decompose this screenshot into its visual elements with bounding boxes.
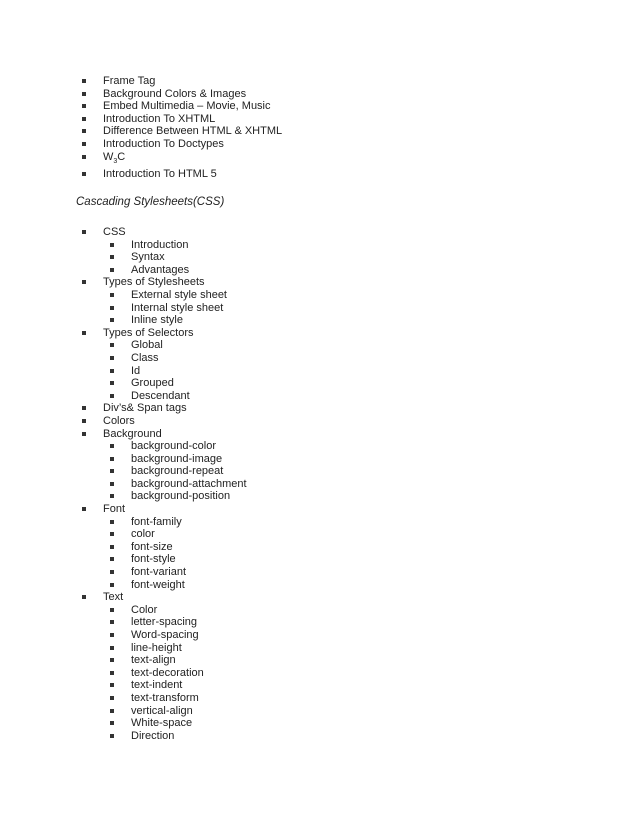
- square-bullet-icon: [82, 280, 86, 284]
- list-item-text: text-indent: [131, 679, 183, 692]
- nested-bullet-list: [110, 239, 247, 277]
- list-item-text: background-attachment: [131, 477, 247, 490]
- list-item-text: font-family: [131, 515, 182, 528]
- list-item: [110, 705, 247, 718]
- square-bullet-icon: [110, 369, 114, 373]
- list-item: [82, 88, 282, 101]
- list-item: [110, 264, 247, 277]
- square-bullet-icon: [82, 172, 86, 176]
- list-item: [110, 654, 247, 667]
- list-item: [110, 352, 247, 365]
- list-item: [110, 365, 247, 378]
- list-item: [82, 151, 282, 169]
- list-item-text: Frame Tag: [103, 75, 156, 87]
- list-item-text: color: [131, 528, 155, 541]
- square-bullet-icon: [82, 79, 86, 83]
- square-bullet-icon: [110, 457, 114, 461]
- list-item: [110, 251, 247, 264]
- square-bullet-icon: [110, 545, 114, 549]
- square-bullet-icon: [110, 255, 114, 259]
- list-item: [110, 453, 247, 466]
- square-bullet-icon: [110, 356, 114, 360]
- list-item: [82, 428, 247, 504]
- square-bullet-icon: [82, 155, 86, 159]
- square-bullet-icon: [110, 646, 114, 650]
- list-item-text: Introduction To XHTML: [103, 112, 216, 125]
- list-item-text: Grouped: [131, 377, 174, 390]
- list-item: [82, 402, 247, 415]
- square-bullet-icon: [110, 520, 114, 524]
- list-item: [110, 289, 247, 302]
- nested-bullet-list: [110, 289, 247, 327]
- list-item-text: Background Colors & Images: [103, 87, 247, 100]
- square-bullet-icon: [82, 419, 86, 423]
- list-item-text: Text: [103, 591, 124, 604]
- square-bullet-icon: [110, 381, 114, 385]
- square-bullet-icon: [110, 532, 114, 536]
- list-item: [110, 717, 247, 730]
- square-bullet-icon: [110, 671, 114, 675]
- list-item: [110, 377, 247, 390]
- list-item: [110, 616, 247, 629]
- list-item-text: Introduction: [131, 238, 189, 251]
- square-bullet-icon: [82, 117, 86, 121]
- top-bullet-list: [82, 75, 282, 181]
- square-bullet-icon: [110, 318, 114, 322]
- list-item: [110, 642, 247, 655]
- list-item: [110, 490, 247, 503]
- list-item-text: Internal style sheet: [131, 301, 224, 314]
- square-bullet-icon: [110, 343, 114, 347]
- list-item-text: font-style: [131, 553, 176, 566]
- list-item-text: White-space: [131, 717, 193, 730]
- nested-bullet-list: [110, 440, 247, 503]
- list-item: [110, 528, 247, 541]
- square-bullet-icon: [110, 608, 114, 612]
- square-bullet-icon: [110, 243, 114, 247]
- list-item: [110, 314, 247, 327]
- square-bullet-icon: [110, 394, 114, 398]
- list-item-text: background-position: [131, 490, 231, 503]
- square-bullet-icon: [110, 683, 114, 687]
- list-item: [82, 138, 282, 151]
- list-item: [82, 327, 247, 403]
- list-item: [110, 478, 247, 491]
- square-bullet-icon: [110, 268, 114, 272]
- list-item: [82, 168, 282, 181]
- list-item-text: background-repeat: [131, 465, 224, 478]
- square-bullet-icon: [110, 734, 114, 738]
- list-item: [110, 440, 247, 453]
- list-item-text: font-variant: [131, 566, 187, 579]
- square-bullet-icon: [110, 721, 114, 725]
- list-item: [82, 100, 282, 113]
- list-item: [110, 553, 247, 566]
- square-bullet-icon: [110, 696, 114, 700]
- list-item-text: Id: [131, 364, 141, 377]
- list-item: [82, 276, 247, 326]
- list-item-text: Syntax: [131, 251, 165, 264]
- list-item-text: Types of Selectors: [103, 326, 194, 339]
- list-item-text: Colors: [103, 414, 135, 427]
- list-item: [110, 302, 247, 315]
- square-bullet-icon: [82, 129, 86, 133]
- list-item: [110, 730, 247, 743]
- square-bullet-icon: [82, 104, 86, 108]
- list-item-text: External style sheet: [131, 288, 227, 301]
- list-item-text: Background: [103, 427, 162, 440]
- list-item-text: text-decoration: [131, 666, 204, 679]
- square-bullet-icon: [110, 570, 114, 574]
- square-bullet-icon: [110, 709, 114, 713]
- square-bullet-icon: [82, 406, 86, 410]
- list-item: [82, 75, 282, 88]
- css-bullet-list: [82, 226, 247, 742]
- list-item: [110, 679, 247, 692]
- list-item: [110, 629, 247, 642]
- square-bullet-icon: [110, 620, 114, 624]
- square-bullet-icon: [110, 658, 114, 662]
- list-item: [110, 692, 247, 705]
- square-bullet-icon: [82, 92, 86, 96]
- list-item: [110, 339, 247, 352]
- nested-bullet-list: [110, 604, 247, 743]
- list-item-text: Font: [103, 503, 126, 516]
- square-bullet-icon: [110, 494, 114, 498]
- section-heading: Cascading Stylesheets(CSS): [76, 196, 225, 208]
- square-bullet-icon: [82, 507, 86, 511]
- square-bullet-icon: [110, 444, 114, 448]
- list-item-text: Descendant: [131, 389, 190, 402]
- nested-bullet-list: [110, 339, 247, 402]
- nested-bullet-list: [110, 516, 247, 592]
- square-bullet-icon: [82, 142, 86, 146]
- list-item-text: background-color: [131, 440, 216, 453]
- list-item: [110, 465, 247, 478]
- list-item-text: Div’s& Span tags: [103, 402, 187, 415]
- square-bullet-icon: [82, 432, 86, 436]
- list-item: [110, 667, 247, 680]
- list-item: [82, 113, 282, 126]
- list-item-text: Inline style: [131, 314, 183, 327]
- square-bullet-icon: [110, 293, 114, 297]
- list-item: [110, 390, 247, 403]
- list-item-text: font-weight: [131, 578, 185, 591]
- list-item-text: CSS: [103, 226, 126, 238]
- square-bullet-icon: [110, 583, 114, 587]
- list-item: [110, 566, 247, 579]
- list-item-text: Global: [131, 339, 163, 352]
- list-item: [82, 503, 247, 591]
- square-bullet-icon: [110, 633, 114, 637]
- square-bullet-icon: [82, 331, 86, 335]
- list-item-text: Direction: [131, 729, 175, 742]
- square-bullet-icon: [82, 595, 86, 599]
- list-item: [82, 125, 282, 138]
- list-item-text: Introduction To Doctypes: [103, 137, 224, 150]
- list-item-text: Word-spacing: [131, 629, 199, 641]
- list-item: [110, 541, 247, 554]
- list-item: [82, 415, 247, 428]
- list-item: [110, 604, 247, 617]
- list-item: [110, 516, 247, 529]
- list-item-text: Class: [131, 351, 159, 364]
- list-item: [82, 226, 247, 276]
- list-item-text: letter-spacing: [131, 616, 198, 629]
- list-item: [82, 591, 247, 742]
- square-bullet-icon: [82, 230, 86, 234]
- square-bullet-icon: [110, 482, 114, 486]
- list-item: [110, 239, 247, 252]
- list-item-text: background-image: [131, 452, 223, 465]
- list-item-text: text-transform: [131, 691, 199, 704]
- square-bullet-icon: [110, 557, 114, 561]
- list-item-text: font-size: [131, 540, 173, 553]
- list-item: [110, 579, 247, 592]
- list-item-text: Embed Multimedia – Movie, Music: [103, 100, 271, 113]
- list-item-text: Difference Between HTML & XHTML: [103, 125, 283, 138]
- square-bullet-icon: [110, 469, 114, 473]
- square-bullet-icon: [110, 306, 114, 310]
- list-item-text: vertical-align: [131, 704, 193, 717]
- list-item-text: line-height: [131, 641, 182, 654]
- list-item-text: $W_3C$: [103, 150, 126, 165]
- list-item-text: Color: [131, 603, 158, 616]
- list-item-text: text-align: [131, 654, 176, 667]
- list-item-text: Introduction To HTML 5: [103, 168, 217, 181]
- list-item-text: Advantages: [131, 263, 190, 276]
- list-item-text: Types of Stylesheets: [103, 276, 205, 289]
